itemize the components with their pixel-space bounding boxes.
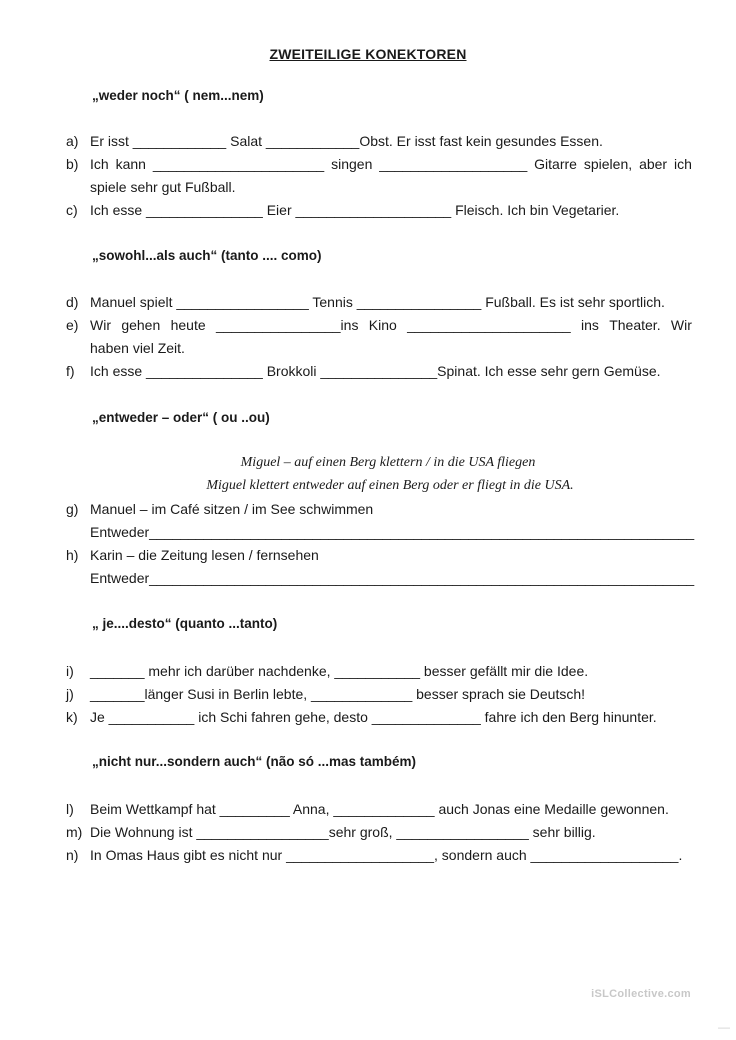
item-text: haben viel Zeit. [90, 340, 185, 356]
item-text: Ich esse _______________ Brokkoli _______________Spinat. Ich esse sehr gern Gemüse. [90, 363, 661, 379]
word: Kino [368, 317, 397, 333]
item-text: Ich esse _______________ Eier ____________________ Fleisch. Ich bin Vegetarier. [90, 202, 620, 218]
item-text: Manuel – im Café sitzen / im See schwimmen [90, 501, 374, 517]
word: ________________ins [215, 317, 359, 333]
item-text-justified [90, 314, 692, 336]
word: Theater. [609, 317, 661, 333]
item-text: Entweder______________________________________________________________________ [90, 524, 695, 540]
item-label: g) [66, 501, 79, 517]
word: Wir [670, 317, 692, 333]
item-label: f) [66, 363, 75, 379]
word: heute [170, 317, 206, 333]
item-text: spiele sehr gut Fußball. [90, 179, 236, 195]
item-label: c) [66, 202, 78, 218]
word: Wir [90, 317, 111, 333]
item-label: i) [66, 663, 74, 679]
item-label: k) [66, 709, 78, 725]
item-text: Karin – die Zeitung lesen / fernsehen [90, 547, 319, 563]
section-heading-sowohl-als-auch: „sowohl...als auch“ (tanto .... como) [92, 248, 322, 263]
word: ___________________ [379, 156, 528, 172]
section-heading-entweder-oder: „entweder – oder“ ( ou ..ou) [92, 410, 270, 425]
section-heading-nicht-nur-sondern-auch: „nicht nur...sondern auch“ (não só ...mas também) [92, 754, 417, 769]
word: Gitarre [534, 156, 577, 172]
page-title: ZWEITEILIGE KONEKTOREN [269, 46, 467, 62]
section-heading-je-desto: „ je....desto“ (quanto ...tanto) [92, 616, 278, 631]
item-label: e) [66, 317, 79, 333]
section-heading-weder-noch: „weder noch“ ( nem...nem) [92, 88, 264, 103]
item-text-justified [90, 153, 692, 175]
item-text: Die Wohnung ist _________________sehr groß, _________________ sehr billig. [90, 824, 596, 840]
item-text: _______länger Susi in Berlin lebte, _____________ besser sprach sie Deutsch! [90, 686, 586, 702]
item-label: a) [66, 133, 79, 149]
item-text: In Omas Haus gibt es nicht nur ___________________, sondern auch ___________________. [90, 847, 683, 863]
item-text: Je ___________ ich Schi fahren gehe, desto ______________ fahre ich den Berg hinunter. [90, 709, 657, 725]
item-label: n) [66, 847, 79, 863]
word: singen [331, 156, 373, 172]
item-text: Manuel spielt _________________ Tennis ________________ Fußball. Es ist sehr sportlich. [90, 294, 665, 310]
example-answer: Miguel klettert entweder auf einen Berg oder er fliegt in die USA. [206, 478, 574, 493]
word: ______________________ [152, 156, 325, 172]
example-prompt: Miguel – auf einen Berg klettern / in die USA fliegen [240, 455, 536, 470]
item-label: d) [66, 294, 79, 310]
word: spielen, [583, 156, 633, 172]
islcollective-watermark: iSLCollective.com [591, 988, 691, 1000]
item-label: h) [66, 547, 79, 563]
word: ich [674, 156, 692, 172]
word: aber [639, 156, 668, 172]
item-text: Beim Wettkampf hat _________ Anna, _____________ auch Jonas eine Medaille gewonnen. [90, 801, 669, 817]
item-label: j) [66, 686, 74, 702]
word: kann [115, 156, 146, 172]
word: gehen [121, 317, 161, 333]
word: Ich [90, 156, 109, 172]
item-text: _______ mehr ich darüber nachdenke, ___________ besser gefällt mir die Idee. [90, 663, 589, 679]
word: ins [580, 317, 599, 333]
item-label: m) [66, 824, 83, 840]
item-text: Er isst ____________ Salat ____________Obst. Er isst fast kein gesundes Essen. [90, 133, 603, 149]
item-label: l) [66, 801, 74, 817]
corner-mark: — [718, 1020, 730, 1034]
item-text: Entweder______________________________________________________________________ [90, 570, 695, 586]
word: _____________________ [407, 317, 571, 333]
item-label: b) [66, 156, 79, 172]
